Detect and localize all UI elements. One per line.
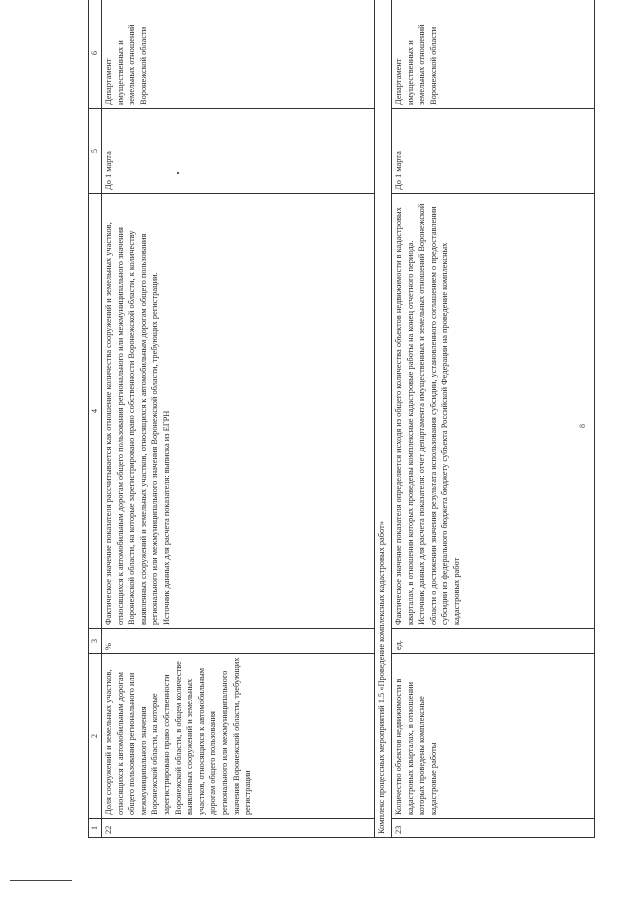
rotated-page bbox=[88, 24, 588, 838]
header-cell: 5 bbox=[89, 109, 102, 194]
header-cell: 6 bbox=[89, 0, 102, 109]
data-source: Источник данных для расчета показателя: выписка из ЕГРН bbox=[161, 410, 171, 625]
scan-speck bbox=[177, 172, 179, 174]
table-row bbox=[102, 0, 375, 838]
header-cell: 3 bbox=[89, 629, 102, 654]
section-row bbox=[375, 0, 392, 838]
indicator-name: Количество объектов недвижимости в кадастровых кварталах, в отношении которых проведены комплексные кадастровые работы bbox=[392, 654, 595, 819]
footnote-line bbox=[10, 880, 72, 881]
deadline: До 1 марта bbox=[102, 109, 375, 194]
method-text: Фактическое значение показателя рассчитывается как отношение количества сооружений и земельных участков, относящихся к автомобильным дорогам общего пользования регионального или межмуниципального значения Воронежской области, на которые зарегистрировано право собственности Воронежской области, к количеству выявленных сооружений и земельных участков, относящихся к автомобильным дорогам общего пользования регионального или межмуниципального значения Воронежской области, требующих регистрации. bbox=[104, 222, 160, 625]
table-row bbox=[392, 0, 595, 838]
header-cell: 4 bbox=[89, 194, 102, 629]
responsible: Департамент имущественных и земельных отношений Воронежской области bbox=[102, 0, 375, 109]
indicator-name: Доля сооружений и земельных участков, относящихся к автомобильным дорогам общего пользования регионального или межмуниципального значения Воронежской области, на которые зарегистрировано право собственности Воронежской области, в общем количестве выявленных сооружений и земельных участков, относящихся к автомобильным дорогам общего пользования регионального или межмуниципального значения Воронежской области, требующих регистрации bbox=[102, 654, 375, 819]
page-number: 8 bbox=[578, 424, 587, 428]
data-source: Источник данных для расчета показателя: отчет департамента имущественных и земельных отношений Воронежской области о достижении значения результата использования субсидии, установленного соглашением о предоставлении субсидии из федерального бюджета бюджету субъекта Российской Федерации на проведение комплексных кадастровых работ bbox=[417, 203, 461, 625]
header-row bbox=[89, 0, 102, 838]
indicator-table bbox=[88, 0, 595, 838]
calculation-method bbox=[392, 194, 595, 629]
calculation-method bbox=[102, 194, 375, 629]
method-text: Фактическое значение показателя определяется исходя из общего количества объектов недвижимости в кадастровых кварталах, в отношении которых проведены комплексные кадастровые работы на конец отчетного периода. bbox=[394, 207, 415, 625]
row-number: 22 bbox=[102, 819, 375, 838]
header-cell: 1 bbox=[89, 819, 102, 838]
row-number: 23 bbox=[392, 819, 595, 838]
unit: ед. bbox=[392, 629, 595, 654]
deadline: До 1 марта bbox=[392, 109, 595, 194]
header-cell: 2 bbox=[89, 654, 102, 819]
unit: % bbox=[102, 629, 375, 654]
section-title: Комплекс процессных мероприятий 1.5 «Проведение комплексных кадастровых работ» bbox=[375, 0, 392, 838]
responsible: Департамент имущественных и земельных отношений Воронежской области bbox=[392, 0, 595, 109]
